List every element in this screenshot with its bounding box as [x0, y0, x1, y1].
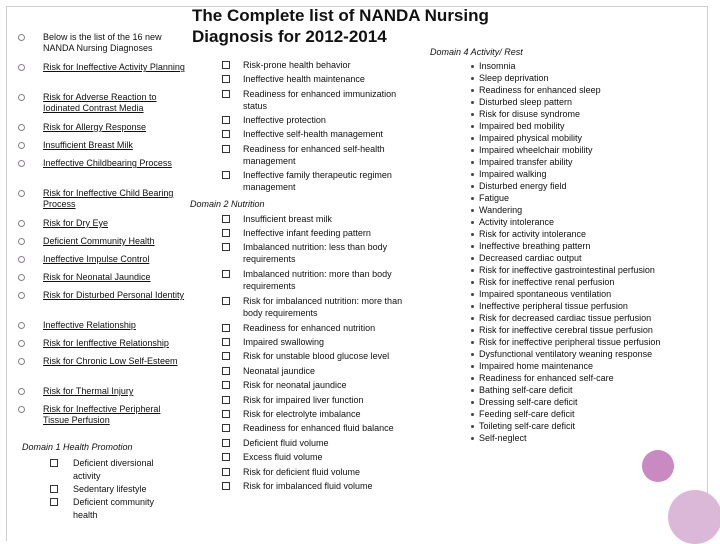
bullet-icon: [18, 388, 25, 395]
list-item: Ineffective peripheral tissue perfusion: [471, 300, 704, 312]
list-item: Impaired physical mobility: [471, 132, 704, 144]
bullet-dot-icon: [471, 353, 474, 356]
list-item: Deficient community health: [50, 496, 170, 522]
checkbox-square-icon: [222, 352, 230, 360]
bullet-dot-icon: [471, 233, 474, 236]
checkbox-square-icon: [222, 324, 230, 332]
bullet-dot-icon: [471, 269, 474, 272]
bullet-dot-icon: [471, 389, 474, 392]
checkbox-square-icon: [222, 171, 230, 179]
bullet-icon: [18, 256, 25, 263]
activity-rest-list: [471, 60, 704, 444]
list-item: Impaired wheelchair mobility: [471, 144, 704, 156]
list-item: Readiness for enhanced self-care: [471, 372, 704, 384]
list-item: Bathing self-care deficit: [471, 384, 704, 396]
bullet-dot-icon: [471, 317, 474, 320]
bullet-dot-icon: [471, 293, 474, 296]
bullet-dot-icon: [471, 113, 474, 116]
domain2-heading: Domain 2 Nutrition: [190, 199, 265, 209]
list-item: Risk for ineffective renal perfusion: [471, 276, 704, 288]
bullet-dot-icon: [471, 437, 474, 440]
bullet-dot-icon: [471, 257, 474, 260]
bullet-dot-icon: [471, 329, 474, 332]
bullet-icon: [18, 220, 25, 227]
checkbox-square-icon: [222, 367, 230, 375]
checkbox-square-icon: [222, 61, 230, 69]
checkbox-square-icon: [50, 459, 58, 467]
bullet-dot-icon: [471, 197, 474, 200]
list-item: Disturbed sleep pattern: [471, 96, 704, 108]
bullet-icon: [18, 94, 25, 101]
list-item: Impaired bed mobility: [471, 120, 704, 132]
list-item: Risk for disuse syndrome: [471, 108, 704, 120]
list-item: Dysfunctional ventilatory weaning response: [471, 348, 704, 360]
list-item: Risk for activity intolerance: [471, 228, 704, 240]
checkbox-square-icon: [222, 468, 230, 476]
bullet-icon: [18, 160, 25, 167]
list-item: Feeding self-care deficit: [471, 408, 704, 420]
list-item: Impaired spontaneous ventilation: [471, 288, 704, 300]
bullet-dot-icon: [471, 401, 474, 404]
domain1-heading: Domain 1 Health Promotion: [22, 442, 133, 452]
bullet-icon: [18, 142, 25, 149]
bullet-dot-icon: [471, 413, 474, 416]
checkbox-square-icon: [50, 498, 58, 506]
checkbox-square-icon: [222, 381, 230, 389]
bullet-dot-icon: [471, 89, 474, 92]
list-item: Deficient diversional activity: [50, 457, 170, 483]
bullet-icon: [18, 340, 25, 347]
bullet-icon: [18, 34, 25, 41]
checkbox-square-icon: [222, 90, 230, 98]
bullet-dot-icon: [471, 305, 474, 308]
list-item: Risk for decreased cardiac tissue perfusion: [471, 312, 704, 324]
bullet-dot-icon: [471, 209, 474, 212]
bullet-dot-icon: [471, 77, 474, 80]
domain1-list: [50, 457, 170, 522]
checkbox-square-icon: [222, 270, 230, 278]
bullet-dot-icon: [471, 185, 474, 188]
bullet-dot-icon: [471, 65, 474, 68]
checkbox-square-icon: [222, 229, 230, 237]
list-item: Insomnia: [471, 60, 704, 72]
domain4-heading: Domain 4 Activity/ Rest: [430, 47, 523, 57]
list-item: Decreased cardiac output: [471, 252, 704, 264]
list-item: Self-neglect: [471, 432, 704, 444]
bullet-icon: [18, 124, 25, 131]
checkbox-square-icon: [222, 145, 230, 153]
checkbox-square-icon: [222, 439, 230, 447]
checkbox-square-icon: [222, 396, 230, 404]
list-item: Readiness for enhanced sleep: [471, 84, 704, 96]
bullet-dot-icon: [471, 125, 474, 128]
bullet-dot-icon: [471, 245, 474, 248]
checkbox-square-icon: [222, 75, 230, 83]
list-item: Wandering: [471, 204, 704, 216]
decorative-circle: [668, 490, 720, 544]
list-item: Risk for ineffective cerebral tissue perfusion: [471, 324, 704, 336]
checkbox-square-icon: [222, 410, 230, 418]
list-item: Activity intolerance: [471, 216, 704, 228]
bullet-dot-icon: [471, 101, 474, 104]
bullet-dot-icon: [471, 281, 474, 284]
list-item: Fatigue: [471, 192, 704, 204]
checkbox-square-icon: [222, 215, 230, 223]
bullet-icon: [18, 358, 25, 365]
checkbox-square-icon: [222, 243, 230, 251]
page-title: The Complete list of NANDA Nursing Diagnosis for 2012-2014: [192, 6, 489, 46]
checkbox-square-icon: [222, 338, 230, 346]
checkbox-square-icon: [222, 424, 230, 432]
list-item: Toileting self-care deficit: [471, 420, 704, 432]
list-item: Sedentary lifestyle: [50, 483, 170, 496]
checkbox-square-icon: [222, 453, 230, 461]
bullet-dot-icon: [471, 161, 474, 164]
list-item: Sleep deprivation: [471, 72, 704, 84]
list-item: Risk for ineffective peripheral tissue perfusion: [471, 336, 704, 348]
checkbox-square-icon: [222, 297, 230, 305]
bullet-dot-icon: [471, 341, 474, 344]
bullet-dot-icon: [471, 377, 474, 380]
checkbox-square-icon: [50, 485, 58, 493]
bullet-icon: [18, 190, 25, 197]
list-item: Impaired walking: [471, 168, 704, 180]
list-item: Risk for ineffective gastrointestinal perfusion: [471, 264, 704, 276]
list-item: Disturbed energy field: [471, 180, 704, 192]
bullet-dot-icon: [471, 221, 474, 224]
bullet-icon: [18, 406, 25, 413]
bullet-dot-icon: [471, 173, 474, 176]
bullet-icon: [18, 322, 25, 329]
checkbox-square-icon: [222, 130, 230, 138]
list-item: Impaired home maintenance: [471, 360, 704, 372]
bullet-dot-icon: [471, 365, 474, 368]
bullet-dot-icon: [471, 137, 474, 140]
list-item: Dressing self-care deficit: [471, 396, 704, 408]
bullet-icon: [18, 64, 25, 71]
checkbox-square-icon: [222, 482, 230, 490]
list-item: Impaired transfer ability: [471, 156, 704, 168]
decorative-circle: [642, 450, 674, 482]
list-item: Ineffective breathing pattern: [471, 240, 704, 252]
bullet-icon: [18, 274, 25, 281]
checkbox-square-icon: [222, 116, 230, 124]
bullet-icon: [18, 292, 25, 299]
bullet-icon: [18, 238, 25, 245]
bullet-dot-icon: [471, 425, 474, 428]
bullet-dot-icon: [471, 149, 474, 152]
